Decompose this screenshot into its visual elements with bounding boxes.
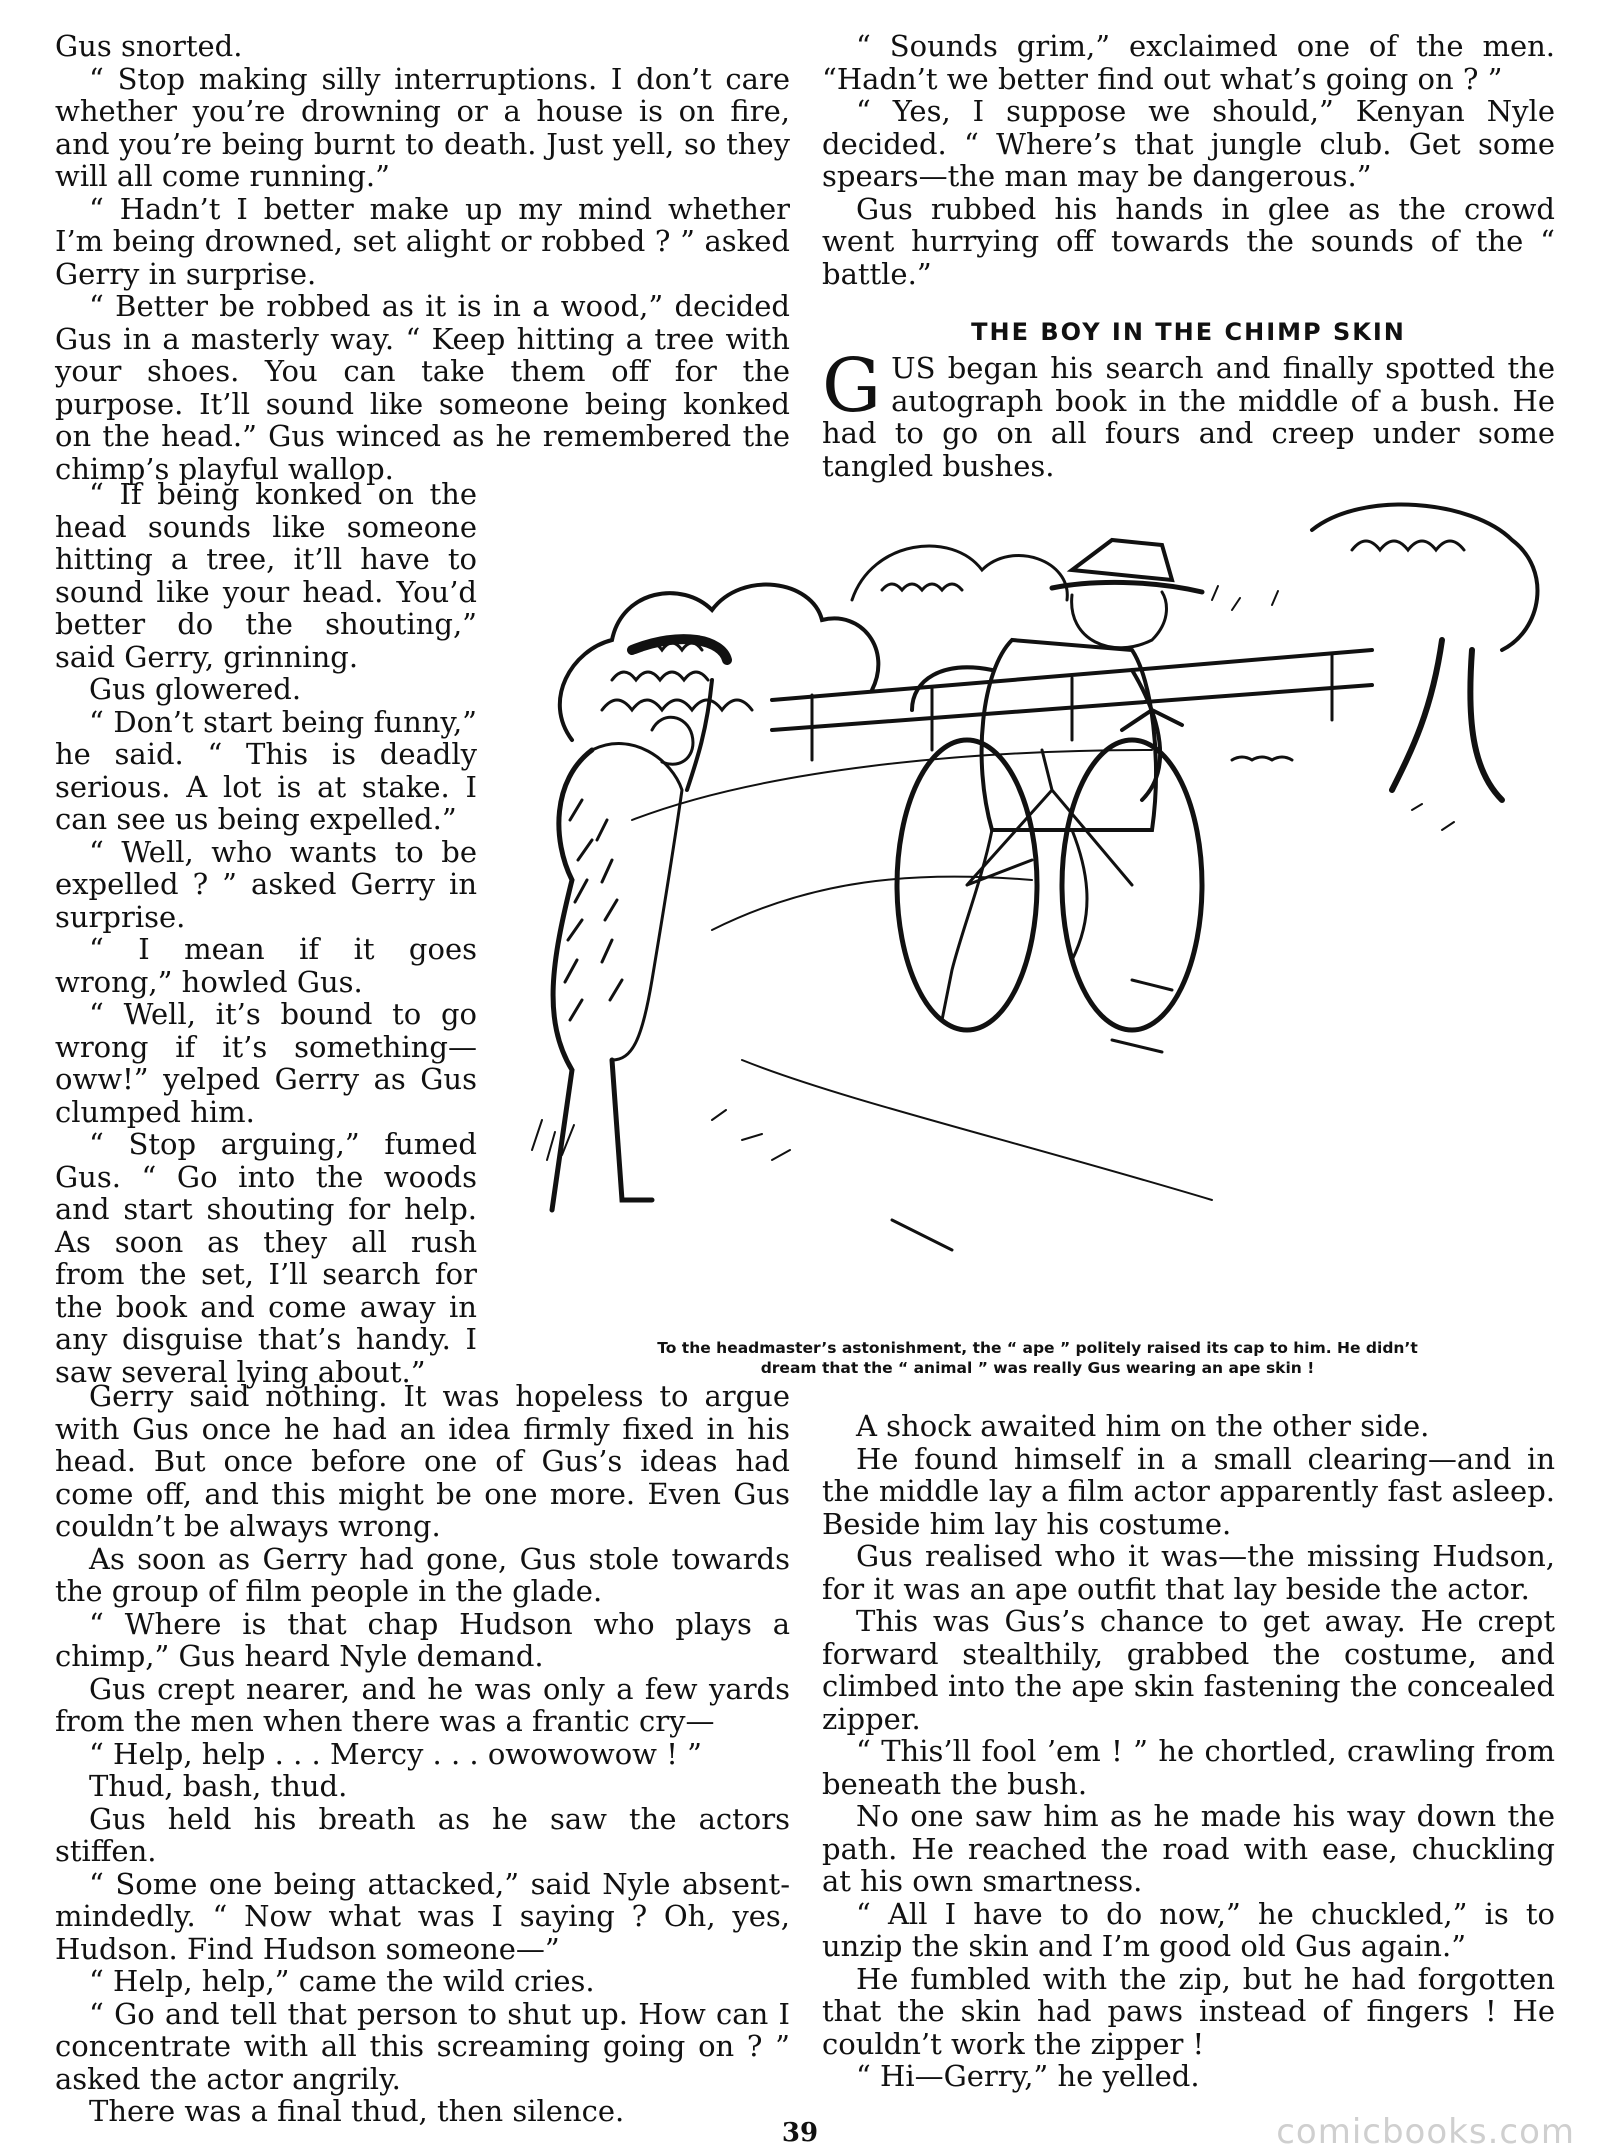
paragraph: “ Hi—Gerry,” he yelled. xyxy=(856,2059,1200,2093)
paragraph: This was Gus’s chance to get away. He crept forward stealthily, grabbed the costume, and climbed into the ape skin fastening the concealed zipper. xyxy=(822,1604,1555,1736)
illustration-caption xyxy=(515,1338,1560,1378)
paragraph: Gerry said nothing. It was hopeless to argue with Gus once he had an idea firmly fixed in his head. But once before one of Gus’s ideas had come off, and this might be one more. Even Gus couldn’t be always wrong. xyxy=(55,1379,790,1543)
left-column-top xyxy=(55,30,790,485)
road xyxy=(632,750,1292,1250)
paragraph: Thud, bash, thud. xyxy=(89,1769,348,1803)
paragraph: “ All I have to do now,” he chuckled,” is to unzip the skin and I’m good old Gus again.” xyxy=(822,1896,1555,1963)
paragraph: Gus crept nearer, and he was only a few yards from the men when there was a frantic cry— xyxy=(55,1671,790,1738)
paragraph: Gus glowered. xyxy=(89,672,302,706)
paragraph: “ Yes, I suppose we should,” Kenyan Nyle decided. “ Where’s that jungle club. Get some spears—the man may be dangerous.” xyxy=(822,94,1555,193)
paragraph: “ Stop arguing,” fumed Gus. “ Go into the woods and start shouting for help. As soon as they all rush from the set, I’ll search for the book and come away in any disguise that’s handy. I saw several lying about.” xyxy=(55,1127,477,1389)
chimp-figure xyxy=(552,639,727,1210)
paragraph: Gus snorted. xyxy=(55,29,243,63)
paragraph: “ Don’t start being funny,” he said. “ This is deadly serious. A lot is at stake. I can see us being expelled.” xyxy=(55,704,477,836)
paragraph: “ If being konked on the head sounds like someone hitting a tree, it’ll have to sound like your head. You’d better do the shouting,” said Gerry, grinning. xyxy=(55,477,477,674)
right-column-top xyxy=(822,30,1555,482)
paragraph: There was a final thud, then silence. xyxy=(89,2094,625,2128)
paragraph: A shock awaited him on the other side. xyxy=(856,1409,1430,1443)
paragraph: “ This’ll fool ’em ! ” he chortled, crawling from beneath the bush. xyxy=(822,1734,1555,1801)
paragraph: No one saw him as he made his way down the path. He reached the road with ease, chuckling at his own smartness. xyxy=(822,1799,1555,1898)
section-heading: THE BOY IN THE CHIMP SKIN xyxy=(971,318,1406,346)
paragraph: “ Stop making silly interruptions. I don’t care whether you’re drowning or a house is on fire, and you’re being burnt to death. Just yell, so they will all come running.” xyxy=(55,61,790,193)
page-number: 39 xyxy=(781,2118,819,2148)
left-column-narrow xyxy=(55,478,477,1388)
paragraph: “ Well, who wants to be expelled ? ” asked Gerry in surprise. xyxy=(55,834,477,934)
caption-line: dream that the “ animal ” was really Gus wearing an ape skin ! xyxy=(760,1359,1315,1377)
paragraph: “ Help, help . . . Mercy . . . owowowow ! ” xyxy=(89,1736,702,1771)
cyclist-figure xyxy=(912,540,1202,1020)
paragraph: Gus held his breath as he saw the actors stiffen. xyxy=(55,1801,790,1868)
paragraph: As soon as Gerry had gone, Gus stole towards the group of film people in the glade. xyxy=(55,1541,790,1608)
drop-cap: G xyxy=(822,343,882,429)
caption-line: To the headmaster’s astonishment, the “ ape ” politely raised its cap to him. He didn’t xyxy=(657,1339,1418,1357)
right-column-bottom xyxy=(822,1410,1555,2093)
paragraph: “ Go and tell that person to shut up. How can I concentrate with all this screaming going on ? ” asked the actor angrily. xyxy=(55,1996,790,2096)
dropcap-paragraph xyxy=(822,343,1555,483)
trees-scribble xyxy=(560,505,1538,800)
dropcap-paragraph-text: US began his search and finally spotted the autograph book in the middle of a bush. He had to go on all fours and creep under some tangled bushes. xyxy=(822,351,1555,483)
paragraph: “ Well, it’s bound to go wrong if it’s something—oww!” yelped Gerry as Gus clumped him. xyxy=(55,997,477,1129)
watermark: comicbooks.com xyxy=(1276,2112,1575,2152)
paragraph: “ Hadn’t I better make up my mind whether I’m being drowned, set alight or robbed ? ” asked Gerry in surprise. xyxy=(55,191,790,291)
paragraph: “ Better be robbed as it is in a wood,” decided Gus in a masterly way. “ Keep hitting a tree with your shoes. You can take them off for the purpose. It’ll sound like someone being konked on the head.” Gus winced as he remembered the chimp’s playful wallop. xyxy=(55,289,790,486)
paragraph: Gus realised who it was—the missing Hudson, for it was an ape outfit that lay beside the actor. xyxy=(822,1539,1555,1606)
fence xyxy=(772,650,1372,760)
paragraph: “ I mean if it goes wrong,” howled Gus. xyxy=(55,932,477,999)
paragraph: Gus rubbed his hands in glee as the crowd went hurrying off towards the sounds of the “ battle.” xyxy=(822,191,1555,291)
chimp-and-cyclist-illustration xyxy=(512,500,1560,1315)
paragraph: He fumbled with the zip, but he had forgotten that the skin had paws instead of fingers ! He couldn’t work the zipper ! xyxy=(822,1961,1555,2061)
paragraph: “ Sounds grim,” exclaimed one of the men. “Hadn’t we better find out what’s going on ? ” xyxy=(822,29,1555,96)
paragraph: “ Where is that chap Hudson who plays a chimp,” Gus heard Nyle demand. xyxy=(55,1606,790,1673)
paragraph: “ Some one being attacked,” said Nyle absent-mindedly. “ Now what was I saying ? Oh, yes, Hudson. Find Hudson someone—” xyxy=(55,1866,790,1966)
left-column-bottom xyxy=(55,1380,790,2128)
paragraph: “ Help, help,” came the wild cries. xyxy=(89,1964,595,1998)
paragraph: He found himself in a small clearing—and in the middle lay a film actor apparently fast asleep. Beside him lay his costume. xyxy=(822,1441,1555,1541)
